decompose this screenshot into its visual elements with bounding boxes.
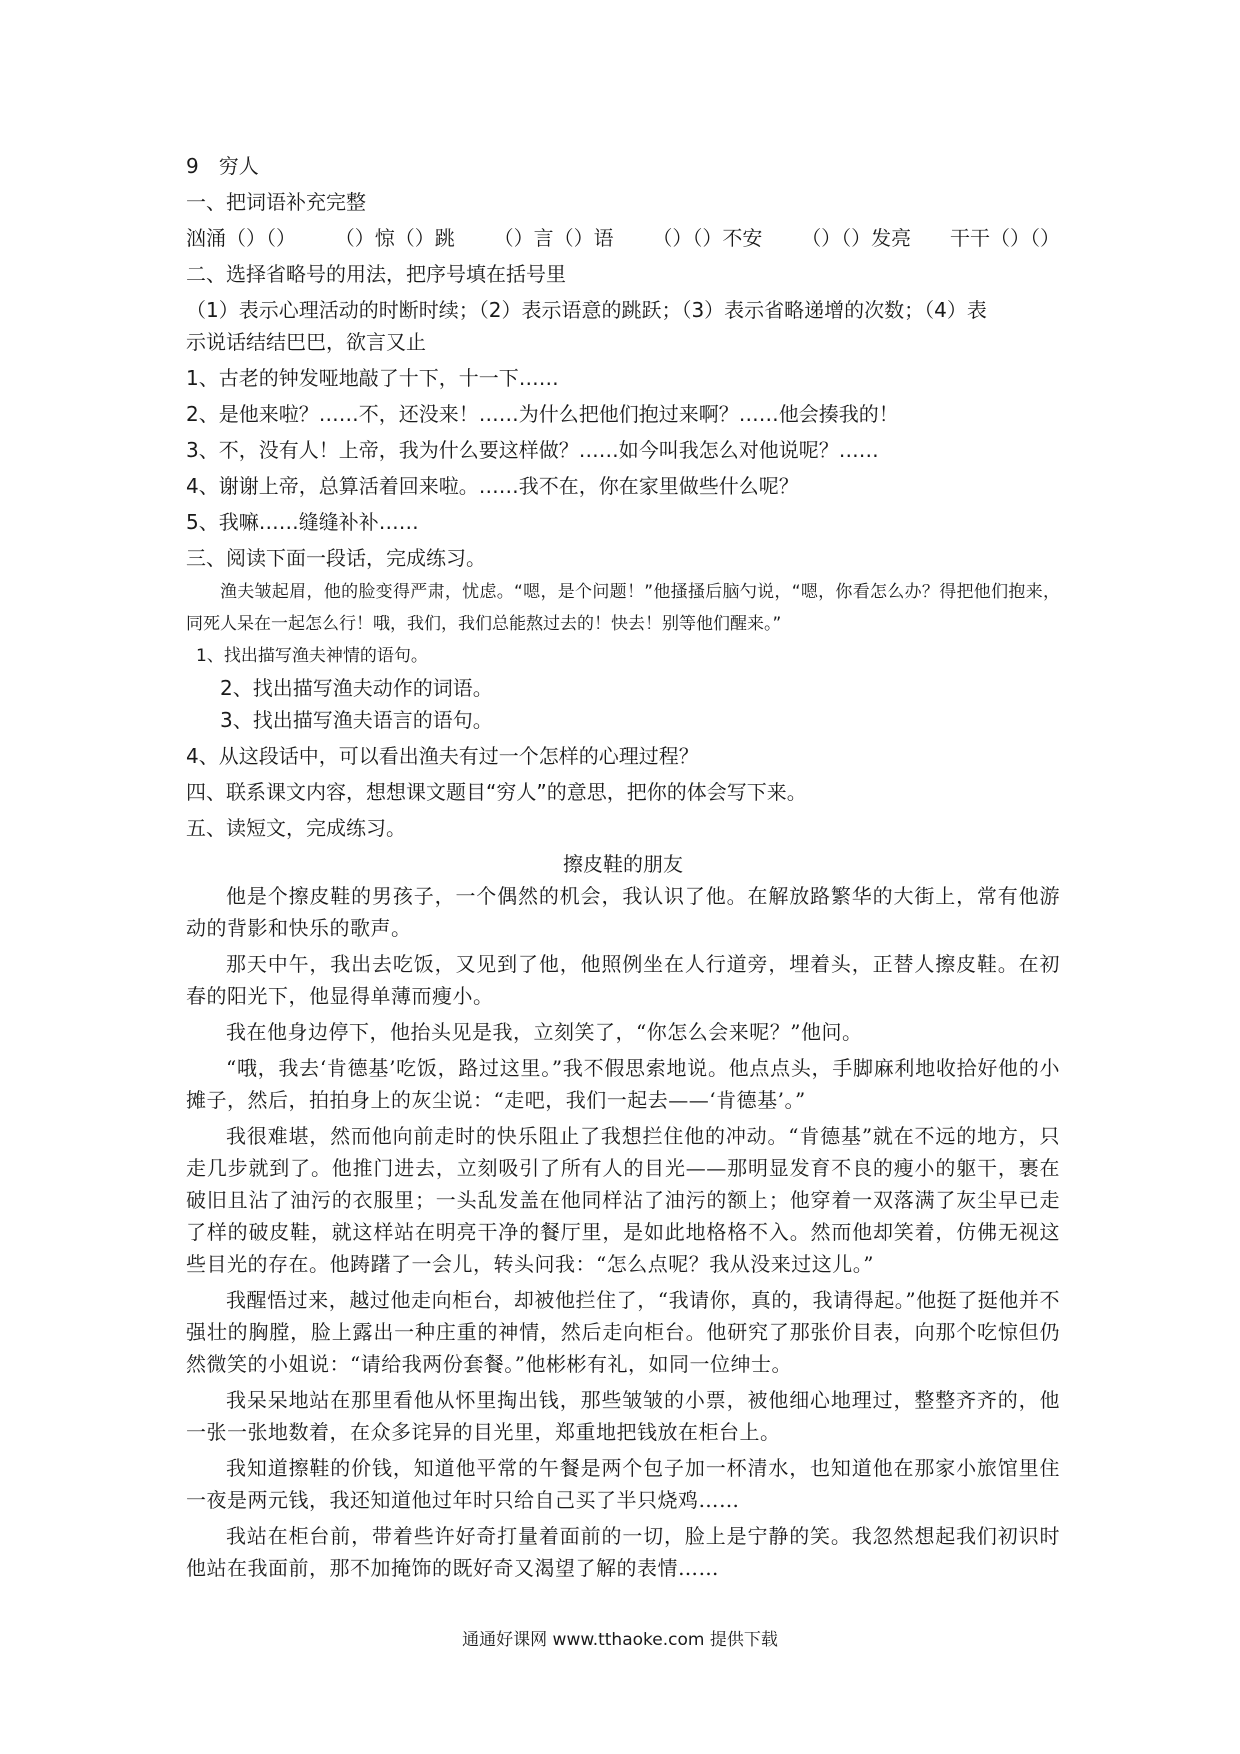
story-title: 擦皮鞋的朋友 <box>563 852 683 876</box>
section2-question: 3、不，没有人！上帝，我为什么要这样做？……如今叫我怎么对他说呢？…… <box>186 438 879 462</box>
section2-question: 4、谢谢上帝，总算活着回来啦。……我不在，你在家里做些什么呢？ <box>186 474 799 498</box>
story-paragraph: 我在他身边停下，他抬头见是我，立刻笑了，“你怎么会来呢？”他问。 <box>226 1020 863 1044</box>
story-paragraph: 我站在柜台前，带着些许好奇打量着面前的一切，脸上是宁静的笑。我忽然想起我们初识时他站在我面前，那不加掩饰的既好奇又渴望了解的表情…… <box>186 1524 1060 1580</box>
story-paragraph: 他是个擦皮鞋的男孩子，一个偶然的机会，我认识了他。在解放路繁华的大街上，常有他游动的背影和快乐的歌声。 <box>186 884 1060 940</box>
section2-question: 2、是他来啦？……不，还没来！……为什么把他们抱过来啊？……他会揍我的！ <box>186 402 899 426</box>
story-paragraph: 那天中午，我出去吃饭，又见到了他，他照例坐在人行道旁，埋着头，正替人擦皮鞋。在初春的阳光下，他显得单薄而瘦小。 <box>186 952 1060 1008</box>
fill-item: （）（）不安 <box>652 226 763 250</box>
page-footer: 通通好课网 www.tthaoke.com 提供下载 <box>462 1630 778 1650</box>
fill-item: 干干（）（） <box>949 226 1060 250</box>
section2-options-line2: 示说话结结巴巴，欲言又止 <box>186 330 426 354</box>
section3-question: 2、找出描写渔夫动作的词语。 <box>220 676 493 700</box>
story-paragraph: 我很难堪，然而他向前走时的快乐阻止了我想拦住他的冲动。“肯德基”就在不远的地方，只走几步就到了。他推门进去，立刻吸引了所有人的目光——那明显发育不良的瘦小的躯干，裹在破旧且沾了油污的衣服里；一头乱发盖在他同样沾了油污的额上；他穿着一双落满了灰尘早已走了样的破皮鞋，就这样站在明亮干净的餐厅里，是如此地格格不入。然而他却笑着，仿佛无视这些目光的存在。他踌躇了一会儿，转头问我：“怎么点呢？我从没来过这儿。” <box>186 1124 1060 1276</box>
section3-question: 1、找出描写渔夫神情的语句。 <box>196 646 428 666</box>
section2-question: 5、我嘛……缝缝补补…… <box>186 510 419 534</box>
story-paragraph: “哦，我去‘肯德基’吃饭，路过这里。”我不假思索地说。他点点头，手脚麻利地收拾好他的小摊子，然后，拍拍身上的灰尘说：“走吧，我们一起去——‘肯德基’。” <box>186 1056 1060 1112</box>
story-paragraph: 我知道擦鞋的价钱，知道他平常的午餐是两个包子加一杯清水，也知道他在那家小旅馆里住一夜是两元钱，我还知道他过年时只给自己买了半只烧鸡…… <box>186 1456 1060 1512</box>
section2-options-line1: （1）表示心理活动的时断时续；（2）表示语意的跳跃；（3）表示省略递增的次数；（4）表 <box>186 298 987 322</box>
section1-fill-items <box>186 222 1060 254</box>
worksheet-content <box>186 150 1060 1588</box>
section3-question: 4、从这段话中，可以看出渔夫有过一个怎样的心理过程？ <box>186 744 699 768</box>
reading-passage: 渔夫皱起眉，他的脸变得严肃，忧虑。“嗯，是个问题！”他搔搔后脑勺说，“嗯，你看怎么办？得把他们抱来，同死人呆在一起怎么行！哦，我们，我们总能熬过去的！快去！别等他们醒来。” <box>186 582 1060 634</box>
fill-item: （）（）发亮 <box>801 226 912 250</box>
lesson-title: 9 穷人 <box>186 154 259 178</box>
section2-heading: 二、选择省略号的用法，把序号填在括号里 <box>186 262 566 286</box>
story-paragraph: 我醒悟过来，越过他走向柜台，却被他拦住了，“我请你，真的，我请得起。”他挺了挺他并不强壮的胸膛，脸上露出一种庄重的神情，然后走向柜台。他研究了那张价目表，向那个吃惊但仍然微笑的小姐说：“请给我两份套餐。”他彬彬有礼，如同一位绅士。 <box>186 1288 1060 1376</box>
section1-heading: 一、把词语补充完整 <box>186 190 366 214</box>
fill-item: 汹涌（）（） <box>186 226 296 250</box>
section4-heading: 四、联系课文内容，想想课文题目“穷人”的意思，把你的体会写下来。 <box>186 780 807 804</box>
section3-question: 3、找出描写渔夫语言的语句。 <box>220 708 493 732</box>
section5-heading: 五、读短文，完成练习。 <box>186 816 406 840</box>
story-paragraph: 我呆呆地站在那里看他从怀里掏出钱，那些皱皱的小票，被他细心地理过，整整齐齐的，他一张一张地数着，在众多诧异的目光里，郑重地把钱放在柜台上。 <box>186 1388 1060 1444</box>
fill-item: （）惊（）跳 <box>334 226 455 250</box>
section3-heading: 三、阅读下面一段话，完成练习。 <box>186 546 486 570</box>
fill-item: （）言（）语 <box>493 226 614 250</box>
section2-question: 1、古老的钟发哑地敲了十下，十一下…… <box>186 366 559 390</box>
